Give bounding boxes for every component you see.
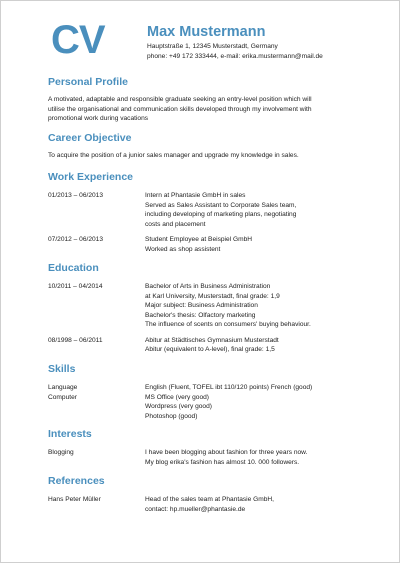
experience-entry (48, 191, 368, 229)
skill-details (145, 383, 368, 421)
experience-list (48, 191, 368, 254)
interest-entry (48, 448, 368, 467)
skill-labels (48, 383, 145, 421)
entry-line: Bachelor's thesis: Olfactory marketing (145, 311, 256, 319)
interest-label: Blogging (48, 449, 74, 456)
entry-line: Worked as shop assistent (145, 245, 221, 253)
entry-details (145, 191, 368, 229)
section-education (48, 262, 368, 361)
profile-line: utilise the organisational and communication skills developed through my involvement with (48, 105, 312, 113)
section-title-references: References (48, 475, 105, 487)
skill-line: Photoshop (good) (145, 412, 198, 420)
entry-line: Major subject: Business Administration (145, 302, 258, 309)
entry-details (145, 235, 368, 254)
skill-line: Wordpress (very good) (145, 403, 212, 410)
objective-line: To acquire the position of a junior sales manager and upgrade my knowledge in sales. (48, 152, 299, 159)
interests-list (48, 448, 368, 467)
cv-logo: CV (51, 18, 105, 62)
entry-line: Bachelor of Arts in Business Administration (145, 283, 271, 290)
entry-line: at Karl University, Musterstadt, final grade: 1,9 (145, 292, 280, 300)
interest-line: My blog erika's fashion has almost 10. 000 followers. (145, 458, 300, 466)
profile-line: A motivated, adaptable and responsible graduate seeking an entry-level position which will (48, 96, 312, 103)
entry-line: Abitur (equivalent to A-level), final grade: 1,5 (145, 346, 275, 353)
section-title-skills: Skills (48, 363, 76, 375)
section-title-experience: Work Experience (48, 171, 134, 183)
profile-line: promotional work during vacations (48, 115, 149, 122)
contact-address: Hauptstraße 1, 12345 Musterstadt, Germany (147, 43, 278, 50)
section-title-profile: Personal Profile (48, 76, 128, 88)
section-title-education: Education (48, 262, 99, 274)
entry-line: Served as Sales Assistant to Corporate Sales team, (145, 201, 297, 209)
section-career-objective (48, 132, 368, 161)
profile-text (48, 95, 368, 124)
entry-period: 08/1998 – 06/2011 (48, 336, 103, 344)
entry-line: Intern at Phantasie GmbH in sales (145, 192, 246, 199)
reference-entry (48, 495, 368, 514)
skills-list (48, 383, 368, 421)
interest-line: I have been blogging about fashion for three years now. (145, 449, 308, 456)
section-title-objective: Career Objective (48, 132, 132, 144)
interest-details (145, 448, 368, 467)
skills-entry (48, 383, 368, 421)
entry-period: 10/2011 – 04/2014 (48, 283, 103, 290)
entry-details (145, 336, 368, 355)
references-list (48, 495, 368, 514)
entry-line: Student Employee at Beispiel GmbH (145, 236, 253, 243)
person-name: Max Mustermann (147, 24, 266, 40)
reference-line: contact: hp.mueller@phantasie.de (145, 505, 246, 513)
entry-period: 01/2013 – 06/2013 (48, 192, 104, 199)
reference-line: Head of the sales team at Phantasie GmbH, (145, 496, 275, 503)
skill-label: Computer (48, 393, 77, 401)
section-interests (48, 428, 368, 473)
education-list (48, 282, 368, 355)
reference-details (145, 495, 368, 514)
education-entry (48, 336, 368, 355)
contact-block (147, 42, 323, 61)
experience-entry (48, 235, 368, 254)
entry-line: The influence of scents on consumers' buying behaviour. (145, 321, 311, 328)
section-skills (48, 363, 368, 427)
skill-label: Language (48, 384, 78, 391)
reference-name: Hans Peter Müller (48, 496, 101, 503)
entry-line: Abitur at Städtisches Gymnasium Musterstadt (145, 336, 279, 344)
entry-line: including developing of marketing plans, negotiating (145, 211, 297, 218)
section-work-experience (48, 171, 368, 260)
skill-line: MS Office (very good) (145, 393, 210, 401)
section-personal-profile (48, 76, 368, 124)
entry-details (145, 282, 368, 330)
section-title-interests: Interests (48, 428, 92, 440)
section-references (48, 475, 368, 520)
objective-text (48, 151, 368, 161)
contact-phone-email: phone: +49 172 333444, e-mail: erika.mustermann@mail.de (147, 52, 323, 60)
entry-line: costs and placement (145, 220, 206, 228)
header (147, 24, 323, 61)
education-entry (48, 282, 368, 330)
skill-line: English (Fluent, TOFEL ibt 110/120 points) French (good) (145, 384, 313, 391)
entry-period: 07/2012 – 06/2013 (48, 236, 104, 243)
